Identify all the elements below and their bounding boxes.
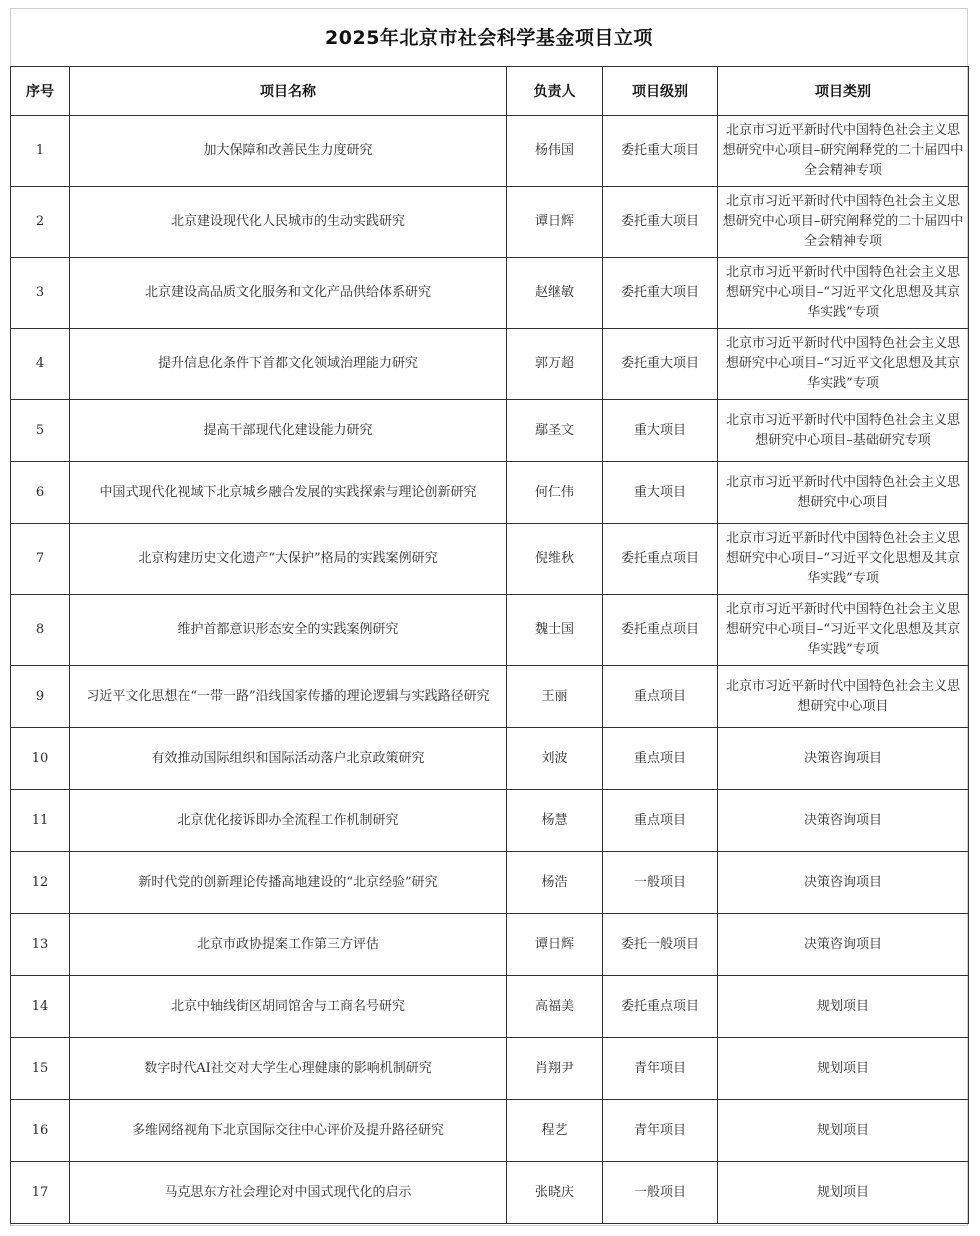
project-category: 决策咨询项目 [718, 852, 969, 914]
project-leader: 杨慧 [507, 790, 603, 852]
project-level: 委托一般项目 [603, 914, 718, 976]
project-category: 规划项目 [718, 1162, 969, 1224]
project-level: 委托重大项目 [603, 258, 718, 329]
project-category: 北京市习近平新时代中国特色社会主义思想研究中心项目–“习近平文化思想及其京华实践”专项 [718, 329, 969, 400]
row-no: 4 [11, 329, 70, 400]
header-category: 项目类别 [718, 67, 969, 116]
project-level: 委托重大项目 [603, 329, 718, 400]
project-leader: 张晓庆 [507, 1162, 603, 1224]
row-no: 14 [11, 976, 70, 1038]
row-no: 8 [11, 595, 70, 666]
project-category: 北京市习近平新时代中国特色社会主义思想研究中心项目–基础研究专项 [718, 400, 969, 462]
project-category: 规划项目 [718, 1038, 969, 1100]
table-row [11, 258, 969, 329]
project-name: 数字时代AI社交对大学生心理健康的影响机制研究 [70, 1038, 507, 1100]
project-category: 决策咨询项目 [718, 728, 969, 790]
header-level: 项目级别 [603, 67, 718, 116]
project-name: 北京市政协提案工作第三方评估 [70, 914, 507, 976]
project-name: 多维网络视角下北京国际交往中心评价及提升路径研究 [70, 1100, 507, 1162]
project-leader: 何仁伟 [507, 462, 603, 524]
project-level: 重点项目 [603, 666, 718, 728]
project-leader: 王丽 [507, 666, 603, 728]
project-name: 北京构建历史文化遗产“大保护”格局的实践案例研究 [70, 524, 507, 595]
project-leader: 谭日辉 [507, 914, 603, 976]
row-no: 6 [11, 462, 70, 524]
table-row [11, 400, 969, 462]
project-name: 中国式现代化视域下北京城乡融合发展的实践探索与理论创新研究 [70, 462, 507, 524]
table-row [11, 852, 969, 914]
project-name: 马克思东方社会理论对中国式现代化的启示 [70, 1162, 507, 1224]
project-category: 北京市习近平新时代中国特色社会主义思想研究中心项目 [718, 462, 969, 524]
row-no: 3 [11, 258, 70, 329]
project-level: 一般项目 [603, 1162, 718, 1224]
project-leader: 杨浩 [507, 852, 603, 914]
table-row [11, 329, 969, 400]
project-name: 维护首都意识形态安全的实践案例研究 [70, 595, 507, 666]
row-no: 9 [11, 666, 70, 728]
row-no: 2 [11, 187, 70, 258]
table-row [11, 914, 969, 976]
project-level: 重点项目 [603, 790, 718, 852]
row-no: 12 [11, 852, 70, 914]
project-leader: 肖翔尹 [507, 1038, 603, 1100]
project-leader: 杨伟国 [507, 116, 603, 187]
project-level: 重大项目 [603, 400, 718, 462]
document-title: 2025年北京市社会科学基金项目立项 [325, 27, 653, 49]
project-leader: 鄢圣文 [507, 400, 603, 462]
table-row [11, 790, 969, 852]
table-row [11, 1100, 969, 1162]
header-leader: 负责人 [507, 67, 603, 116]
row-no: 15 [11, 1038, 70, 1100]
project-name: 北京建设现代化人民城市的生动实践研究 [70, 187, 507, 258]
project-name: 新时代党的创新理论传播高地建设的“北京经验”研究 [70, 852, 507, 914]
project-level: 重点项目 [603, 728, 718, 790]
project-level: 委托重大项目 [603, 116, 718, 187]
project-name: 习近平文化思想在“一带一路”沿线国家传播的理论逻辑与实践路径研究 [70, 666, 507, 728]
project-category: 北京市习近平新时代中国特色社会主义思想研究中心项目–“习近平文化思想及其京华实践”专项 [718, 524, 969, 595]
project-level: 委托重点项目 [603, 976, 718, 1038]
project-category: 决策咨询项目 [718, 790, 969, 852]
project-level: 委托重大项目 [603, 187, 718, 258]
row-no: 13 [11, 914, 70, 976]
project-leader: 郭万超 [507, 329, 603, 400]
table-row [11, 1038, 969, 1100]
project-name: 加大保障和改善民生力度研究 [70, 116, 507, 187]
project-category: 北京市习近平新时代中国特色社会主义思想研究中心项目–研究阐释党的二十届四中全会精神专项 [718, 187, 969, 258]
project-name: 提升信息化条件下首都文化领域治理能力研究 [70, 329, 507, 400]
project-name: 提高干部现代化建设能力研究 [70, 400, 507, 462]
project-leader: 赵继敏 [507, 258, 603, 329]
project-leader: 魏士国 [507, 595, 603, 666]
project-leader: 谭日辉 [507, 187, 603, 258]
row-no: 16 [11, 1100, 70, 1162]
project-category: 规划项目 [718, 976, 969, 1038]
project-name: 北京优化接诉即办全流程工作机制研究 [70, 790, 507, 852]
table-row [11, 666, 969, 728]
table-row [11, 976, 969, 1038]
header-name: 项目名称 [70, 67, 507, 116]
row-no: 17 [11, 1162, 70, 1224]
row-no: 5 [11, 400, 70, 462]
header-no: 序号 [11, 67, 70, 116]
table-row [11, 728, 969, 790]
row-no: 1 [11, 116, 70, 187]
project-category: 北京市习近平新时代中国特色社会主义思想研究中心项目–研究阐释党的二十届四中全会精神专项 [718, 116, 969, 187]
project-category: 决策咨询项目 [718, 914, 969, 976]
project-leader: 高福美 [507, 976, 603, 1038]
project-level: 青年项目 [603, 1038, 718, 1100]
row-no: 11 [11, 790, 70, 852]
table-row [11, 595, 969, 666]
project-leader: 倪维秋 [507, 524, 603, 595]
project-level: 一般项目 [603, 852, 718, 914]
row-no: 7 [11, 524, 70, 595]
project-level: 委托重点项目 [603, 524, 718, 595]
project-category: 规划项目 [718, 1100, 969, 1162]
project-leader: 刘波 [507, 728, 603, 790]
project-name: 北京中轴线街区胡同馆舍与工商名号研究 [70, 976, 507, 1038]
project-name: 有效推动国际组织和国际活动落户北京政策研究 [70, 728, 507, 790]
table-row [11, 187, 969, 258]
table-row [11, 524, 969, 595]
project-level: 重大项目 [603, 462, 718, 524]
project-level: 委托重点项目 [603, 595, 718, 666]
table-row [11, 116, 969, 187]
project-name: 北京建设高品质文化服务和文化产品供给体系研究 [70, 258, 507, 329]
project-category: 北京市习近平新时代中国特色社会主义思想研究中心项目–“习近平文化思想及其京华实践”专项 [718, 258, 969, 329]
row-no: 10 [11, 728, 70, 790]
project-category: 北京市习近平新时代中国特色社会主义思想研究中心项目 [718, 666, 969, 728]
projects-table [10, 66, 969, 1224]
project-category: 北京市习近平新时代中国特色社会主义思想研究中心项目–“习近平文化思想及其京华实践”专项 [718, 595, 969, 666]
table-row [11, 462, 969, 524]
project-leader: 程艺 [507, 1100, 603, 1162]
table-header-row [11, 67, 969, 116]
project-level: 青年项目 [603, 1100, 718, 1162]
table-row [11, 1162, 969, 1224]
